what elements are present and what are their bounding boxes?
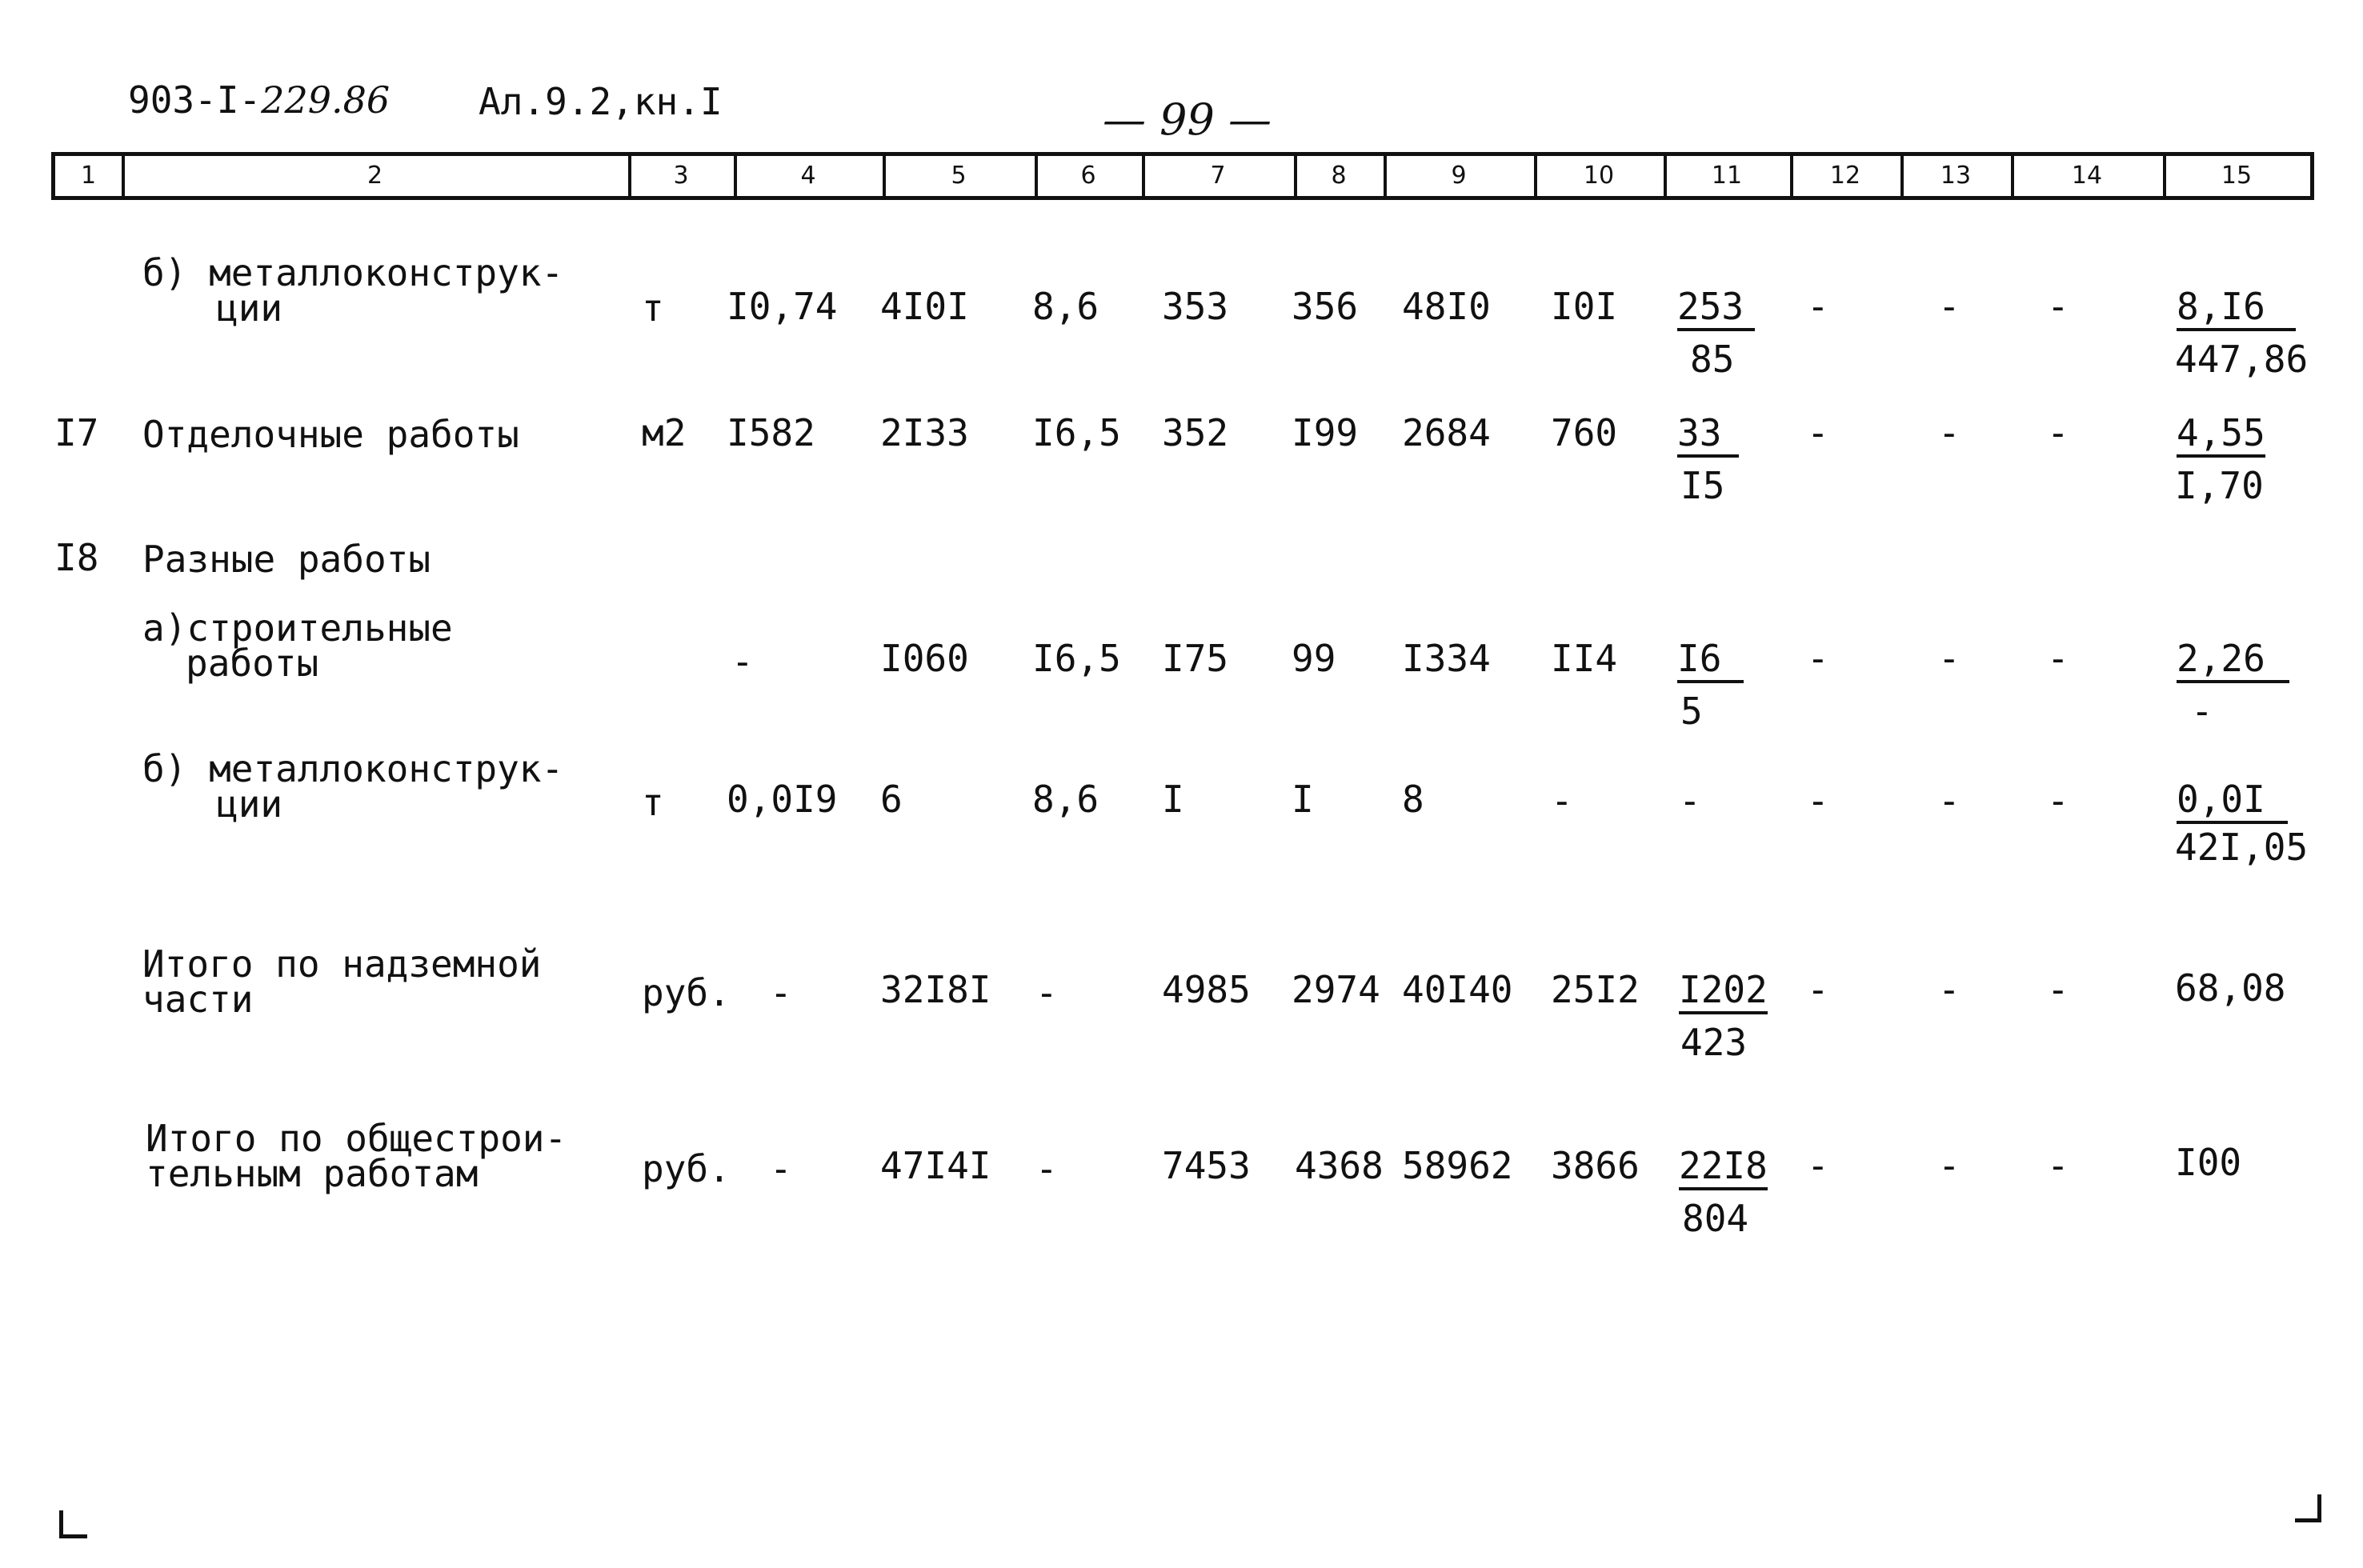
cell-col5: 4I0I	[880, 285, 969, 328]
row-number: I8	[54, 536, 99, 579]
cell-col15-bottom: 42I,05	[2175, 826, 2309, 869]
row-name-line1: Разные работы	[142, 538, 431, 581]
row-unit: т	[642, 781, 664, 824]
row-name-line1: а)строительные	[142, 606, 453, 650]
cell-col9: 58962	[1402, 1144, 1513, 1187]
cell-col10: 25I2	[1551, 968, 1640, 1011]
column-number-5: 5	[951, 162, 967, 190]
cell-col9: 2684	[1402, 411, 1491, 454]
cell-col8: I	[1292, 778, 1314, 821]
corner-mark-bottom-left	[59, 1510, 87, 1538]
cell-col13: -	[1938, 285, 1960, 328]
cell-col8: I99	[1292, 411, 1359, 454]
cell-col5: I060	[880, 637, 969, 680]
cell-col5: 6	[880, 778, 903, 821]
cell-col13: -	[1938, 968, 1960, 1011]
corner-mark-bottom-right	[2295, 1494, 2321, 1522]
cell-col13: -	[1938, 411, 1960, 454]
cell-col7: 7453	[1162, 1144, 1251, 1187]
cell-col7: 353	[1162, 285, 1229, 328]
cell-col10: I0I	[1551, 285, 1618, 328]
cell-col6: I6,5	[1032, 411, 1121, 454]
cell-col13: -	[1938, 1144, 1960, 1187]
cell-col14: -	[2047, 1144, 2069, 1187]
cell-col11-bottom: 804	[1682, 1197, 1749, 1240]
column-number-12: 12	[1829, 162, 1861, 190]
cell-col11-top: I202	[1679, 971, 1768, 1014]
cell-col7: I75	[1162, 637, 1229, 680]
cell-col11-top: 22I8	[1679, 1147, 1768, 1190]
document-code	[128, 78, 390, 122]
column-number-7: 7	[1210, 162, 1226, 190]
album-reference: Ал.9.2,кн.I	[479, 80, 723, 123]
cell-col15-top: 8,I6	[2177, 288, 2296, 331]
cell-col11-bottom: 85	[1690, 338, 1735, 381]
cell-col4: I582	[727, 411, 815, 454]
cell-col15-bottom: 447,86	[2175, 338, 2309, 381]
column-number-8: 8	[1331, 162, 1347, 190]
cell-col15-top: 4,55	[2177, 414, 2265, 458]
column-header-row	[51, 152, 2314, 200]
cell-col11-bottom: 5	[1680, 690, 1703, 733]
cell-col11-bottom: I5	[1680, 464, 1725, 507]
column-number-15: 15	[2221, 162, 2253, 190]
cell-col8: 356	[1292, 285, 1359, 328]
document-code-handwritten: 229.86	[261, 78, 390, 122]
row-name-line1: б) металлоконструк-	[142, 747, 564, 790]
cell-col6: -	[1035, 1147, 1058, 1190]
page-number: — 99 —	[1103, 94, 1272, 145]
cell-col14: -	[2047, 411, 2069, 454]
cell-col8: 2974	[1292, 968, 1380, 1011]
cell-col9: 48I0	[1402, 285, 1491, 328]
cell-col7: I	[1162, 778, 1184, 821]
cell-col12: -	[1807, 779, 1829, 822]
row-unit: т	[642, 286, 664, 330]
column-number-14: 14	[2071, 162, 2103, 190]
row-number: I7	[54, 411, 99, 454]
cell-col12: -	[1807, 411, 1829, 454]
column-number-2: 2	[366, 162, 383, 190]
cell-col14: -	[2047, 285, 2069, 328]
cell-col15: 68,08	[2175, 966, 2286, 1010]
row-name-line2: работы	[186, 642, 319, 685]
row-unit: руб.	[642, 1147, 731, 1190]
cell-col10: 760	[1551, 411, 1618, 454]
cell-col11-top: 253	[1677, 288, 1755, 331]
cell-col7: 352	[1162, 411, 1229, 454]
column-number-13: 13	[1940, 162, 1972, 190]
cell-col4: -	[770, 1147, 792, 1190]
cell-col14: -	[2047, 968, 2069, 1011]
cell-col10: II4	[1551, 637, 1618, 680]
cell-col13: -	[1938, 637, 1960, 680]
column-number-4: 4	[800, 162, 816, 190]
cell-col9: 8	[1402, 778, 1424, 821]
cell-col11-bottom: 423	[1680, 1021, 1748, 1064]
cell-col4: -	[731, 640, 754, 683]
column-number-6: 6	[1080, 162, 1096, 190]
cell-col15-top: 0,0I	[2177, 781, 2288, 824]
row-name-line2: ции	[216, 286, 283, 330]
row-name-line2: части	[142, 978, 254, 1021]
cell-col8: 4368	[1295, 1144, 1384, 1187]
row-name-line1: б) металлоконструк-	[142, 251, 564, 294]
cell-col14: -	[2047, 637, 2069, 680]
column-number-3: 3	[673, 162, 689, 190]
cell-col4: 0,0I9	[727, 778, 838, 821]
cell-col11-top: 33	[1677, 414, 1739, 458]
row-name-line1: Итого по надземной	[142, 942, 542, 986]
cell-col15: I00	[2175, 1141, 2242, 1184]
row-unit: руб.	[642, 971, 731, 1014]
cell-col15-top: 2,26	[2177, 640, 2289, 683]
cell-col4: -	[770, 971, 792, 1014]
cell-col12: -	[1807, 968, 1829, 1011]
cell-col13: -	[1938, 779, 1960, 822]
cell-col14: -	[2047, 779, 2069, 822]
cell-col6: I6,5	[1032, 637, 1121, 680]
cell-col12: -	[1807, 637, 1829, 680]
cell-col9: I334	[1402, 637, 1491, 680]
cell-col5: 32I8I	[880, 968, 991, 1011]
cell-col6: -	[1035, 971, 1058, 1014]
column-number-11: 11	[1711, 162, 1743, 190]
cell-col11-top: I6	[1677, 640, 1744, 683]
column-number-1: 1	[80, 162, 97, 190]
cell-col7: 4985	[1162, 968, 1251, 1011]
document-code-prefix: 903-I-	[128, 78, 262, 122]
cell-col8: 99	[1292, 637, 1336, 680]
row-unit: м2	[642, 411, 687, 454]
cell-col10: -	[1551, 779, 1573, 822]
cell-col10: 3866	[1551, 1144, 1640, 1187]
cell-col15-bottom: -	[2191, 690, 2213, 733]
cell-col6: 8,6	[1032, 285, 1099, 328]
column-number-9: 9	[1451, 162, 1467, 190]
cell-col12: -	[1807, 285, 1829, 328]
row-name-line1: Итого по общестрои-	[146, 1117, 567, 1160]
cell-col6: 8,6	[1032, 778, 1099, 821]
cell-col5: 2I33	[880, 411, 969, 454]
cell-col15-bottom: I,70	[2175, 464, 2264, 507]
cell-col12: -	[1807, 1144, 1829, 1187]
cell-col4: I0,74	[727, 285, 838, 328]
row-name-line1: Отделочные работы	[142, 413, 519, 456]
cell-col5: 47I4I	[880, 1144, 991, 1187]
column-number-10: 10	[1583, 162, 1615, 190]
cell-col9: 40I40	[1402, 968, 1513, 1011]
cell-col11: -	[1679, 779, 1701, 822]
row-name-line2: ции	[216, 782, 283, 826]
row-name-line2: тельным работам	[146, 1152, 479, 1195]
